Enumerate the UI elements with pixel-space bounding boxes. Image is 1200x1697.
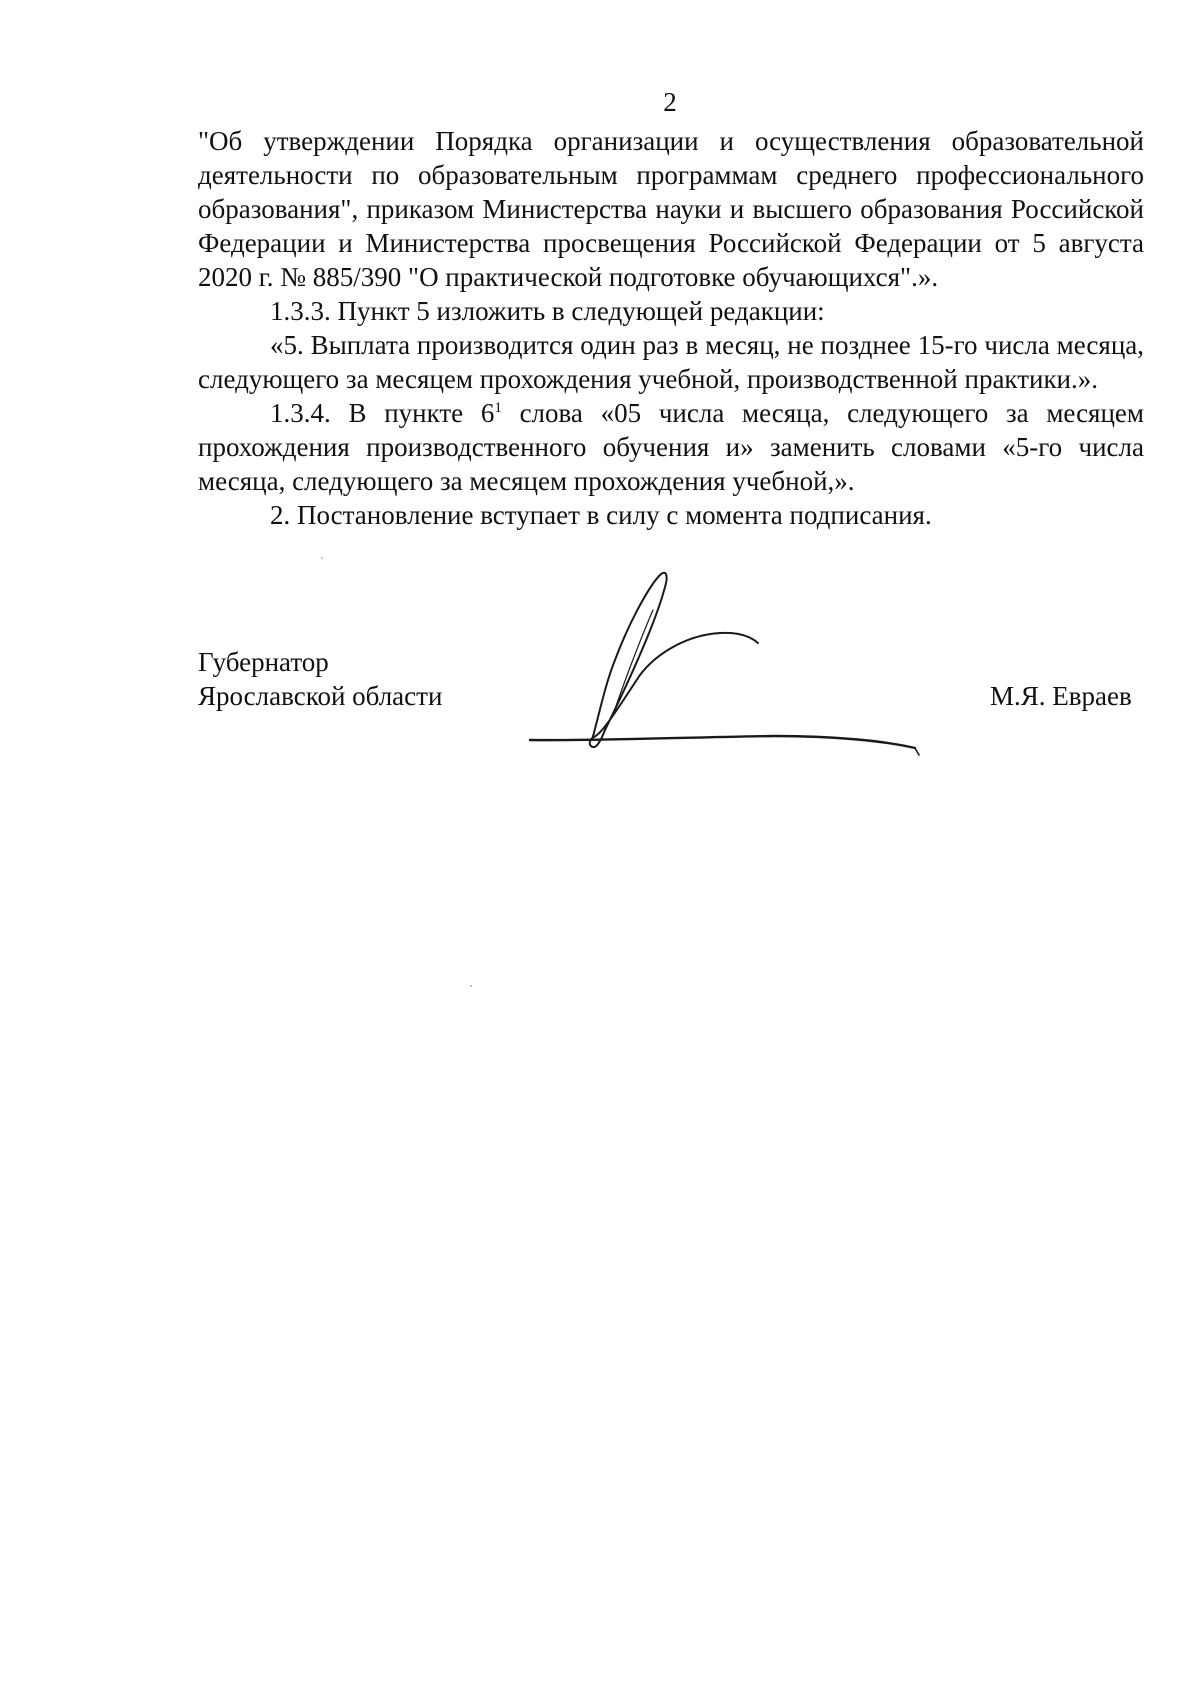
handwritten-signature <box>515 565 925 785</box>
scan-speck <box>470 985 472 987</box>
superscript-index: 1 <box>494 400 502 416</box>
paragraph-effective-date: 2. Постановление вступает в силу с момента подписания. <box>270 500 932 530</box>
scan-speck <box>321 557 323 559</box>
paragraph-1-3-3: 1.3.3. Пункт 5 изложить в следующей редакции: <box>270 296 825 326</box>
paragraph-order-reference: "Об утверждении Порядка организации и осуществления образовательной деятельности по образовательным программам среднего профессионального образования", приказом Министерства науки и высшего образования Российской Федерации и Министерства просвещения Российской Федерации от 5 августа 2020 г. № 885/390 "О практической подготовке обучающихся".». <box>198 126 1144 292</box>
signatory-region: Ярославской области <box>198 681 443 711</box>
paragraph-1-3-4 <box>198 396 1144 498</box>
document-body <box>198 124 1144 532</box>
paragraph-1-3-4-start: 1.3.4. В пункте 6 <box>270 398 495 428</box>
signatory-title: Губернатор <box>198 647 329 677</box>
paragraph-point-5-text: «5. Выплата производится один раз в месяц, не позднее 15-го числа месяца, следующего за месяцем прохождения учебной, производственной практики.». <box>198 330 1144 394</box>
page-number: 2 <box>663 87 677 117</box>
paragraph-1-3-4-end: слова «05 числа месяца, следующего за месяцем прохождения производственного обучения и» заменить словами «5-го числа месяца, следующего за месяцем прохождения учебной,». <box>198 398 1144 496</box>
signatory-name: М.Я. Евраев <box>990 681 1132 711</box>
signatory-position <box>198 645 442 713</box>
